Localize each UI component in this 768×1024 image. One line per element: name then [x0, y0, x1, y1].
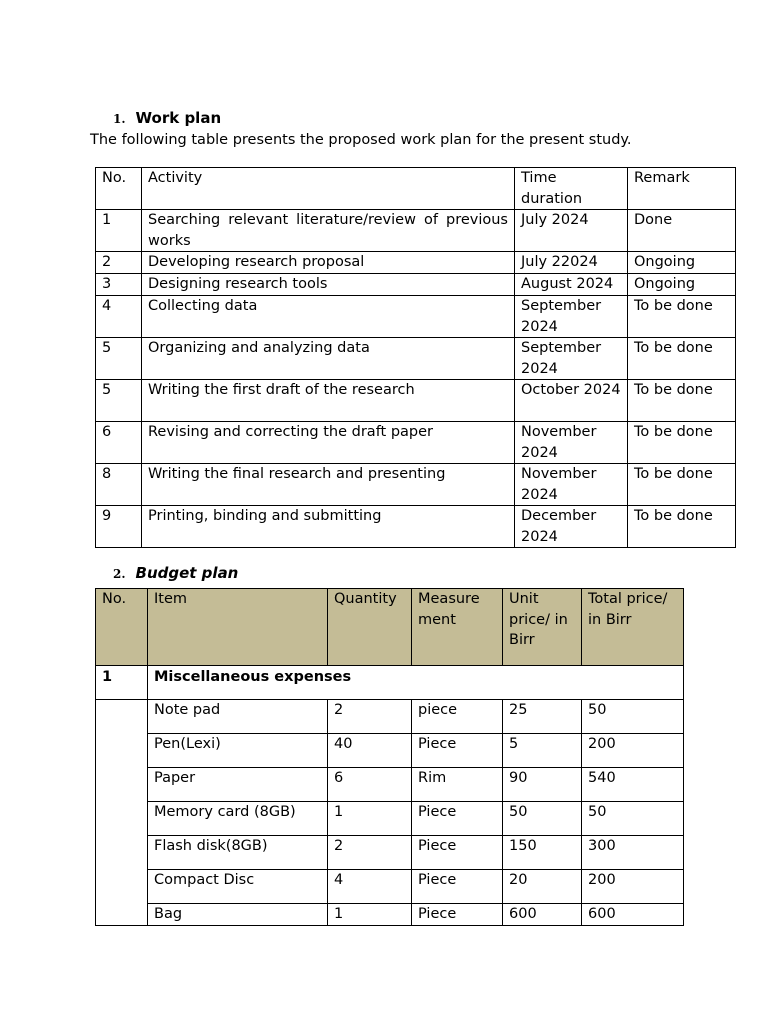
- work-plan-cell-time: December 2024: [515, 506, 628, 548]
- work-plan-row: [96, 506, 736, 548]
- budget-cell-item: Pen(Lexi): [148, 734, 328, 768]
- work-plan-cell-time: November 2024: [515, 464, 628, 506]
- budget-cell-unit-price: 25: [503, 700, 582, 734]
- budget-header-row: [96, 589, 684, 666]
- budget-cell-total: 50: [582, 700, 684, 734]
- work-plan-cell-activity: Designing research tools: [142, 274, 515, 296]
- work-plan-cell-no: 4: [96, 296, 142, 338]
- work-plan-cell-activity: Organizing and analyzing data: [142, 338, 515, 380]
- budget-item-row: [96, 802, 684, 836]
- header-remark: Remark: [628, 168, 736, 210]
- budget-cell-measure: piece: [412, 700, 503, 734]
- work-plan-cell-no: 3: [96, 274, 142, 296]
- budget-item-row: [96, 904, 684, 926]
- budget-cell-quantity: 6: [328, 768, 412, 802]
- work-plan-cell-time: August 2024: [515, 274, 628, 296]
- budget-section-no: 1: [96, 666, 148, 700]
- work-plan-cell-no: 5: [96, 338, 142, 380]
- budget-cell-measure: Piece: [412, 904, 503, 926]
- work-plan-cell-no: 6: [96, 422, 142, 464]
- budget-plan-table: [95, 588, 684, 926]
- work-plan-row: [96, 422, 736, 464]
- budget-cell-quantity: 1: [328, 904, 412, 926]
- budget-item-row: [96, 734, 684, 768]
- budget-cell-quantity: 4: [328, 870, 412, 904]
- budget-cell-item: Note pad: [148, 700, 328, 734]
- work-plan-title: Work plan: [135, 109, 222, 127]
- budget-header-item: Item: [148, 589, 328, 666]
- budget-header-total-price: Total price/ in Birr: [582, 589, 684, 666]
- work-plan-row: [96, 338, 736, 380]
- budget-cell-item: Flash disk(8GB): [148, 836, 328, 870]
- budget-cell-total: 540: [582, 768, 684, 802]
- work-plan-cell-remark: To be done: [628, 464, 736, 506]
- work-plan-cell-activity: Writing the first draft of the research: [142, 380, 515, 422]
- budget-section-row: [96, 666, 684, 700]
- budget-plan-number: 2.: [113, 567, 126, 581]
- work-plan-cell-remark: To be done: [628, 422, 736, 464]
- work-plan-cell-remark: To be done: [628, 296, 736, 338]
- budget-item-row: [96, 768, 684, 802]
- budget-cell-item: Compact Disc: [148, 870, 328, 904]
- work-plan-cell-activity: Searching relevant literature/review of previous works: [142, 210, 515, 252]
- work-plan-heading: [113, 109, 221, 127]
- budget-cell-total: 300: [582, 836, 684, 870]
- work-plan-cell-activity: Collecting data: [142, 296, 515, 338]
- budget-item-row: [96, 700, 684, 734]
- work-plan-cell-activity: Revising and correcting the draft paper: [142, 422, 515, 464]
- work-plan-cell-activity: Writing the final research and presenting: [142, 464, 515, 506]
- budget-cell-item: Memory card (8GB): [148, 802, 328, 836]
- work-plan-cell-no: 1: [96, 210, 142, 252]
- work-plan-row: [96, 380, 736, 422]
- budget-cell-unit-price: 50: [503, 802, 582, 836]
- budget-plan-title: Budget plan: [135, 564, 239, 582]
- work-plan-cell-time: October 2024: [515, 380, 628, 422]
- work-plan-cell-remark: To be done: [628, 338, 736, 380]
- budget-header-no: No.: [96, 589, 148, 666]
- budget-cell-measure: Piece: [412, 870, 503, 904]
- budget-cell-unit-price: 150: [503, 836, 582, 870]
- budget-cell-unit-price: 600: [503, 904, 582, 926]
- work-plan-cell-remark: Ongoing: [628, 252, 736, 274]
- budget-cell-total: 200: [582, 734, 684, 768]
- budget-cell-measure: Piece: [412, 836, 503, 870]
- budget-cell-quantity: 1: [328, 802, 412, 836]
- work-plan-cell-remark: Ongoing: [628, 274, 736, 296]
- work-plan-cell-remark: To be done: [628, 506, 736, 548]
- work-plan-cell-activity: Developing research proposal: [142, 252, 515, 274]
- work-plan-cell-activity: Printing, binding and submitting: [142, 506, 515, 548]
- work-plan-cell-time: September 2024: [515, 338, 628, 380]
- budget-cell-quantity: 2: [328, 836, 412, 870]
- work-plan-row: [96, 296, 736, 338]
- budget-item-row: [96, 870, 684, 904]
- work-plan-cell-no: 2: [96, 252, 142, 274]
- budget-cell-total: 200: [582, 870, 684, 904]
- budget-plan-heading: [113, 564, 238, 582]
- budget-section-title: Miscellaneous expenses: [148, 666, 684, 700]
- work-plan-row: [96, 464, 736, 506]
- header-activity: Activity: [142, 168, 515, 210]
- budget-header-unit-price: Unit price/ in Birr: [503, 589, 582, 666]
- budget-cell-measure: Rim: [412, 768, 503, 802]
- budget-cell-measure: Piece: [412, 734, 503, 768]
- work-plan-cell-time: July 22024: [515, 252, 628, 274]
- work-plan-intro: The following table presents the proposed work plan for the present study.: [90, 132, 632, 148]
- header-no: No.: [96, 168, 142, 210]
- work-plan-cell-time: July 2024: [515, 210, 628, 252]
- work-plan-cell-no: 9: [96, 506, 142, 548]
- work-plan-cell-time: September 2024: [515, 296, 628, 338]
- work-plan-table: [95, 167, 736, 548]
- work-plan-header-row: [96, 168, 736, 210]
- work-plan-number: 1.: [113, 112, 126, 126]
- budget-cell-quantity: 2: [328, 700, 412, 734]
- work-plan-cell-no: 5: [96, 380, 142, 422]
- budget-cell-unit-price: 20: [503, 870, 582, 904]
- budget-item-row: [96, 836, 684, 870]
- work-plan-row: [96, 252, 736, 274]
- budget-header-measurement: Measure ment: [412, 589, 503, 666]
- work-plan-row: [96, 210, 736, 252]
- work-plan-row: [96, 274, 736, 296]
- budget-cell-quantity: 40: [328, 734, 412, 768]
- work-plan-cell-no: 8: [96, 464, 142, 506]
- budget-cell-item: Bag: [148, 904, 328, 926]
- budget-cell-unit-price: 90: [503, 768, 582, 802]
- budget-cell-total: 600: [582, 904, 684, 926]
- work-plan-cell-remark: To be done: [628, 380, 736, 422]
- work-plan-cell-remark: Done: [628, 210, 736, 252]
- budget-cell-item: Paper: [148, 768, 328, 802]
- budget-group-no-cell: [96, 700, 148, 926]
- budget-cell-measure: Piece: [412, 802, 503, 836]
- budget-cell-total: 50: [582, 802, 684, 836]
- work-plan-cell-time: November 2024: [515, 422, 628, 464]
- budget-header-quantity: Quantity: [328, 589, 412, 666]
- header-time-duration: Time duration: [515, 168, 628, 210]
- budget-cell-unit-price: 5: [503, 734, 582, 768]
